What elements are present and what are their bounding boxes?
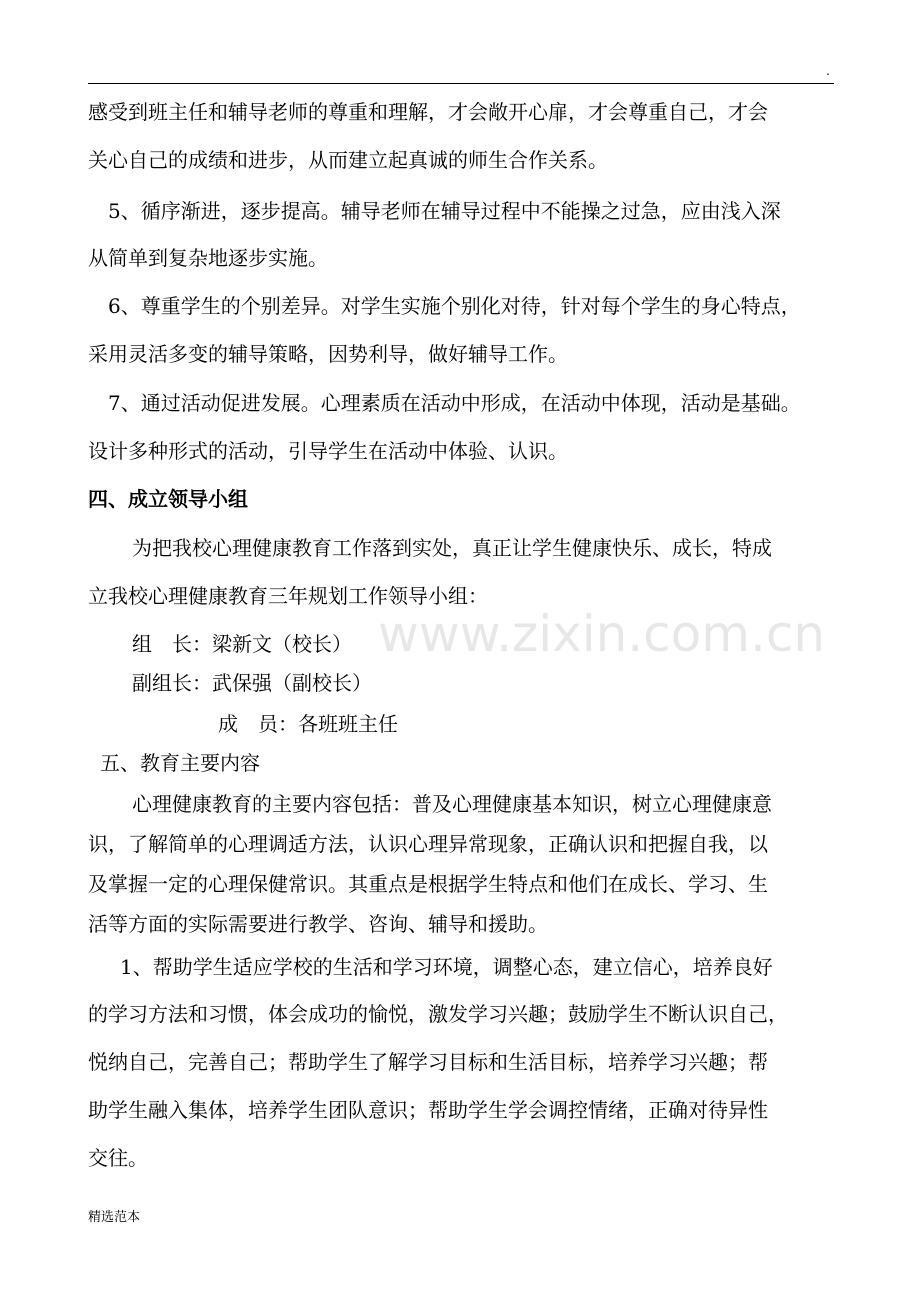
- footer-text: 精选范本: [88, 1210, 141, 1225]
- group-deputy: 副组长：武保强（副校长）: [132, 671, 372, 695]
- section-heading: 五、教育主要内容: [100, 751, 260, 775]
- paragraph-line: 1、帮助学生适应学校的生活和学习环境，调整心态，建立信心，培养良好: [120, 955, 773, 979]
- group-members: 成 员：各班班主任: [218, 712, 398, 736]
- paragraph-line: 活等方面的实际需要进行教学、咨询、辅导和援助。: [88, 912, 548, 936]
- paragraph-line: 的学习方法和习惯，体会成功的愉悦，激发学习兴趣；鼓励学生不断认识自己，: [88, 1002, 788, 1026]
- paragraph-line: 识，了解简单的心理调适方法，认识心理异常现象，正确认识和把握自我，以: [88, 832, 768, 856]
- paragraph-line: 设计多种形式的活动，引导学生在活动中体验、认识。: [88, 439, 568, 463]
- paragraph-line: 从简单到复杂地逐步实施。: [88, 246, 328, 270]
- paragraph-line: 6、尊重学生的个别差异。对学生实施个别化对待，针对每个学生的身心特点，: [108, 294, 801, 318]
- section-heading: 四、成立领导小组: [88, 487, 248, 511]
- paragraph-line: 心理健康教育的主要内容包括：普及心理健康基本知识，树立心理健康意: [132, 792, 772, 816]
- paragraph-line: 为把我校心理健康教育工作落到实处，真正让学生健康快乐、成长，特成: [132, 536, 772, 560]
- paragraph-line: 5、循序渐进，逐步提高。辅导老师在辅导过程中不能操之过急，应由浅入深: [108, 199, 781, 223]
- watermark: www.zixin.com.cn: [378, 605, 826, 663]
- paragraph-line: 悦纳自己，完善自己；帮助学生了解学习目标和生活目标，培养学习兴趣；帮: [88, 1050, 768, 1074]
- paragraph-line: 关心自己的成绩和进步，从而建立起真诚的师生合作关系。: [88, 148, 608, 172]
- paragraph-line: 助学生融入集体，培养学生团队意识；帮助学生学会调控情绪，正确对待异性: [88, 1098, 768, 1122]
- header-mark: .: [826, 64, 830, 78]
- paragraph-line: 及掌握一定的心理保健常识。其重点是根据学生特点和他们在成长、学习、生: [88, 872, 768, 896]
- paragraph-line: 立我校心理健康教育三年规划工作领导小组：: [88, 584, 488, 608]
- paragraph-line: 采用灵活多变的辅导策略，因势利导，做好辅导工作。: [88, 342, 568, 366]
- header-rule: [88, 83, 834, 84]
- group-leader: 组 长：梁新文（校长）: [132, 632, 352, 656]
- paragraph-line: 交往。: [88, 1146, 148, 1170]
- paragraph-line: 7、通过活动促进发展。心理素质在活动中形成，在活动中体现，活动是基础。: [108, 391, 801, 415]
- paragraph-line: 感受到班主任和辅导老师的尊重和理解，才会敞开心扉，才会尊重自己，才会: [88, 100, 768, 124]
